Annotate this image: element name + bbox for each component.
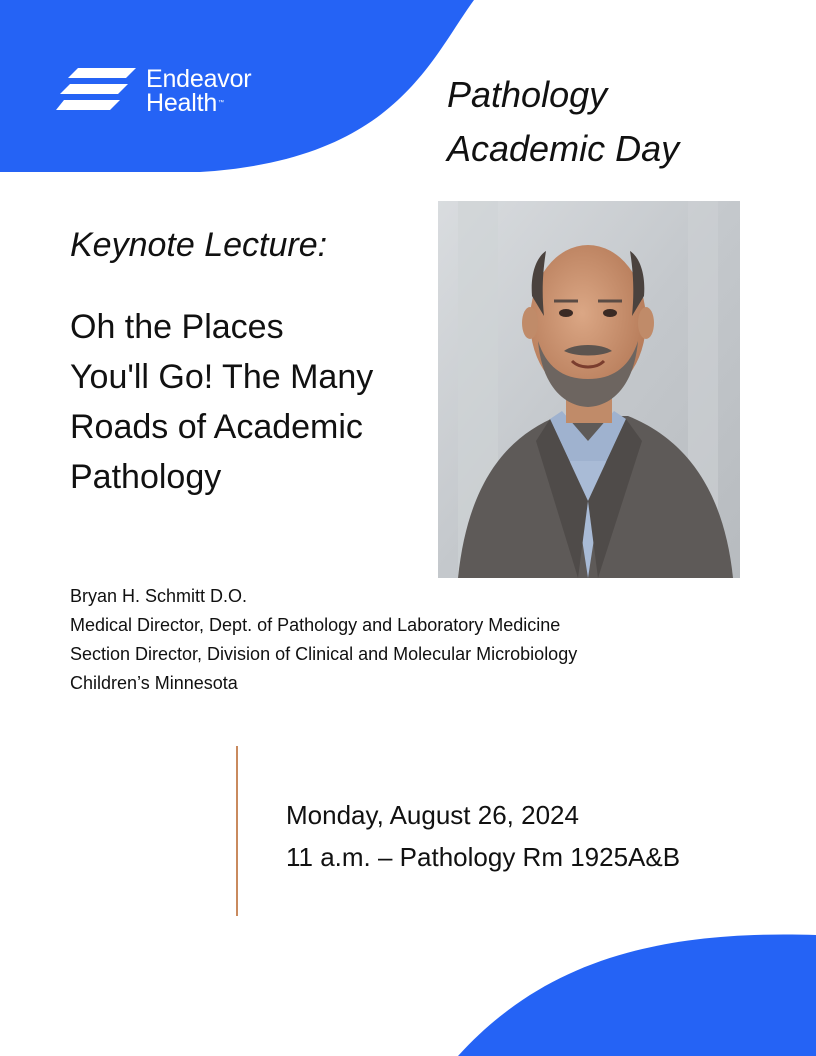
speaker-organization: Children’s Minnesota <box>70 673 238 693</box>
logo-text-health: Health™ <box>146 89 224 117</box>
endeavor-health-logo-icon <box>56 66 140 114</box>
lecture-title <box>70 302 430 502</box>
lecture-title-line1: Oh the Places <box>70 308 284 346</box>
event-title-line1: Pathology <box>447 74 608 115</box>
event-title <box>447 68 777 176</box>
lecture-title-line4: Pathology <box>70 458 222 496</box>
schedule <box>286 794 680 878</box>
bottom-right-blue-swoosh <box>458 934 816 1056</box>
speaker-portrait-illustration <box>438 201 740 578</box>
trademark-symbol: ™ <box>218 100 224 106</box>
endeavor-health-logo <box>56 65 266 117</box>
speaker-info <box>70 582 577 698</box>
keynote-label: Keynote Lecture: <box>70 226 328 264</box>
event-title-line2: Academic Day <box>447 128 680 169</box>
event-time-location: 11 a.m. – Pathology Rm 1925A&B <box>286 842 681 872</box>
vertical-divider <box>236 746 238 916</box>
speaker-photo <box>438 201 740 578</box>
speaker-name: Bryan H. Schmitt D.O. <box>70 586 248 606</box>
speaker-role-2: Section Director, Division of Clinical and Molecular Microbiology <box>70 644 578 664</box>
speaker-role-1: Medical Director, Dept. of Pathology and Laboratory Medicine <box>70 615 561 635</box>
lecture-title-line3: Roads of Academic <box>70 408 363 446</box>
lecture-title-line2: You'll Go! The Many <box>70 358 374 396</box>
logo-text-endeavor: Endeavor <box>146 65 252 93</box>
event-date: Monday, August 26, 2024 <box>286 800 579 830</box>
